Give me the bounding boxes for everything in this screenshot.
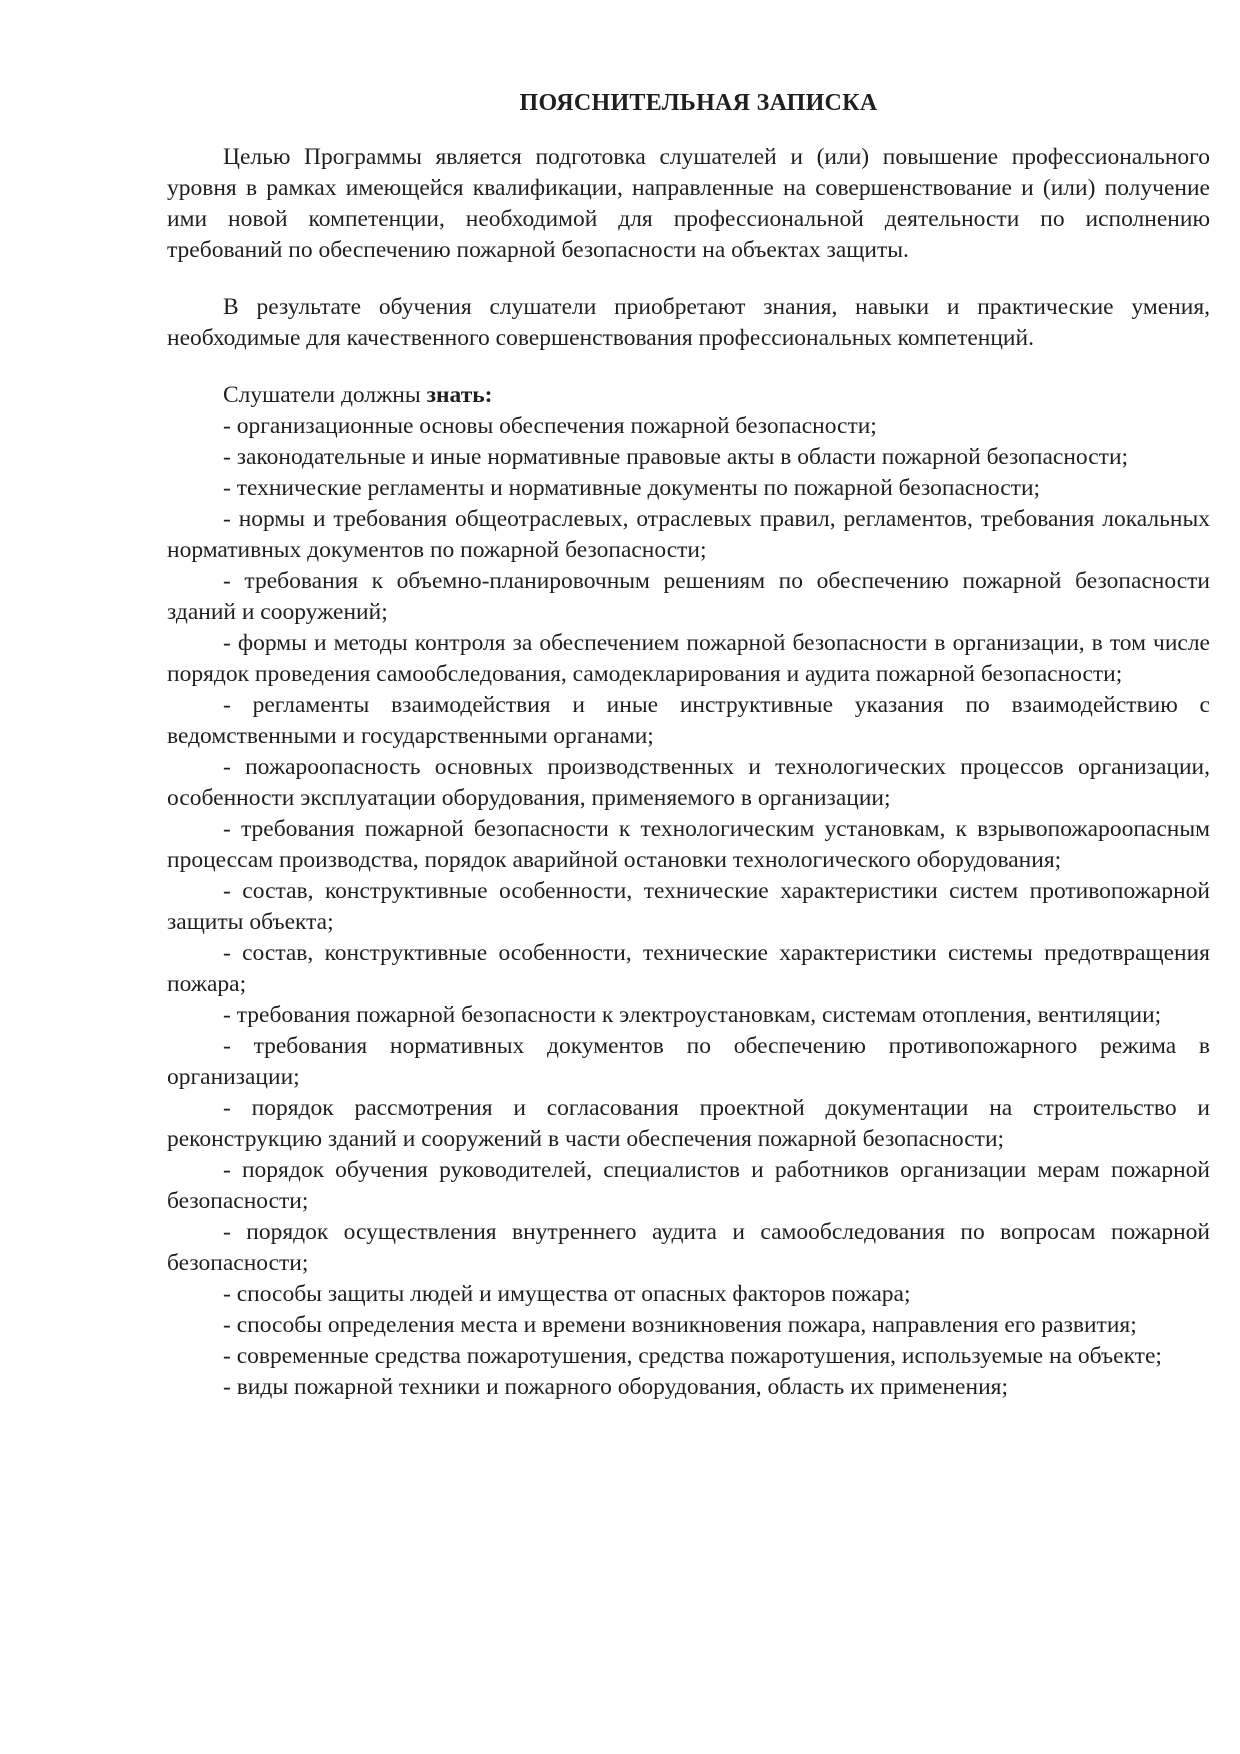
list-item: - регламенты взаимодействия и иные инструктивные указания по взаимодействию с ведомственными и государственными органами; [167,692,1210,749]
list-item: - законодательные и иные нормативные правовые акты в области пожарной безопасности; [223,444,1129,470]
list-item: - порядок обучения руководителей, специалистов и работников организации мерам пожарной безопасности; [167,1157,1210,1214]
list-item: - способы определения места и времени возникновения пожара, направления его развития; [223,1312,1137,1338]
paragraph-goal: Целью Программы является подготовка слушателей и (или) повышение профессионального уровня в рамках имеющейся квалификации, направленные на совершенствование и (или) получение ими новой компетенции, необходимой для профессиональной деятельности по исполнению требований по обеспечению пожарной безопасности на объектах защиты. [167,144,1210,263]
list-item: - требования к объемно-планировочным решениям по обеспечению пожарной безопасности зданий и сооружений; [167,568,1210,625]
list-item: - требования пожарной безопасности к технологическим установкам, к взрывопожароопасным процессам производства, порядок аварийной остановки технологического оборудования; [167,816,1210,873]
list-item: - виды пожарной техники и пожарного оборудования, область их применения; [223,1374,1008,1400]
knowledge-intro-text: Слушатели должны [223,382,421,408]
list-item: - порядок осуществления внутреннего аудита и самообследования по вопросам пожарной безопасности; [167,1219,1210,1276]
list-item: - требования нормативных документов по обеспечению противопожарного режима в организации; [167,1033,1210,1090]
list-item: - технические регламенты и нормативные документы по пожарной безопасности; [223,475,1041,501]
list-item: - организационные основы обеспечения пожарной безопасности; [223,413,877,439]
list-item: - порядок рассмотрения и согласования проектной документации на строительство и реконструкцию зданий и сооружений в части обеспечения пожарной безопасности; [167,1095,1210,1152]
knowledge-intro-bold: знать: [426,382,493,408]
list-item: - формы и методы контроля за обеспечением пожарной безопасности в организации, в том числе порядок проведения самообследования, самодекларирования и аудита пожарной безопасности; [167,630,1210,687]
list-item: - состав, конструктивные особенности, технические характеристики систем противопожарной защиты объекта; [167,878,1210,935]
document-title: ПОЯСНИТЕЛЬНАЯ ЗАПИСКА [519,90,878,116]
knowledge-list [167,411,1210,1403]
paragraph-result: В результате обучения слушатели приобретают знания, навыки и практические умения, необходимые для качественного совершенствования профессиональных компетенций. [167,294,1210,351]
document-body [167,86,1210,1403]
list-item: - состав, конструктивные особенности, технические характеристики системы предотвращения пожара; [167,940,1210,997]
list-item: - современные средства пожаротушения, средства пожаротушения, используемые на объекте; [223,1343,1162,1369]
knowledge-intro [167,380,1210,411]
list-item: - требования пожарной безопасности к электроустановкам, системам отопления, вентиляции; [223,1002,1162,1028]
list-item: - пожароопасность основных производственных и технологических процессов организации, особенности эксплуатации оборудования, применяемого в организации; [167,754,1210,811]
list-item: - способы защиты людей и имущества от опасных факторов пожара; [223,1281,911,1307]
list-item: - нормы и требования общеотраслевых, отраслевых правил, регламентов, требования локальных нормативных документов по пожарной безопасности; [167,506,1210,563]
